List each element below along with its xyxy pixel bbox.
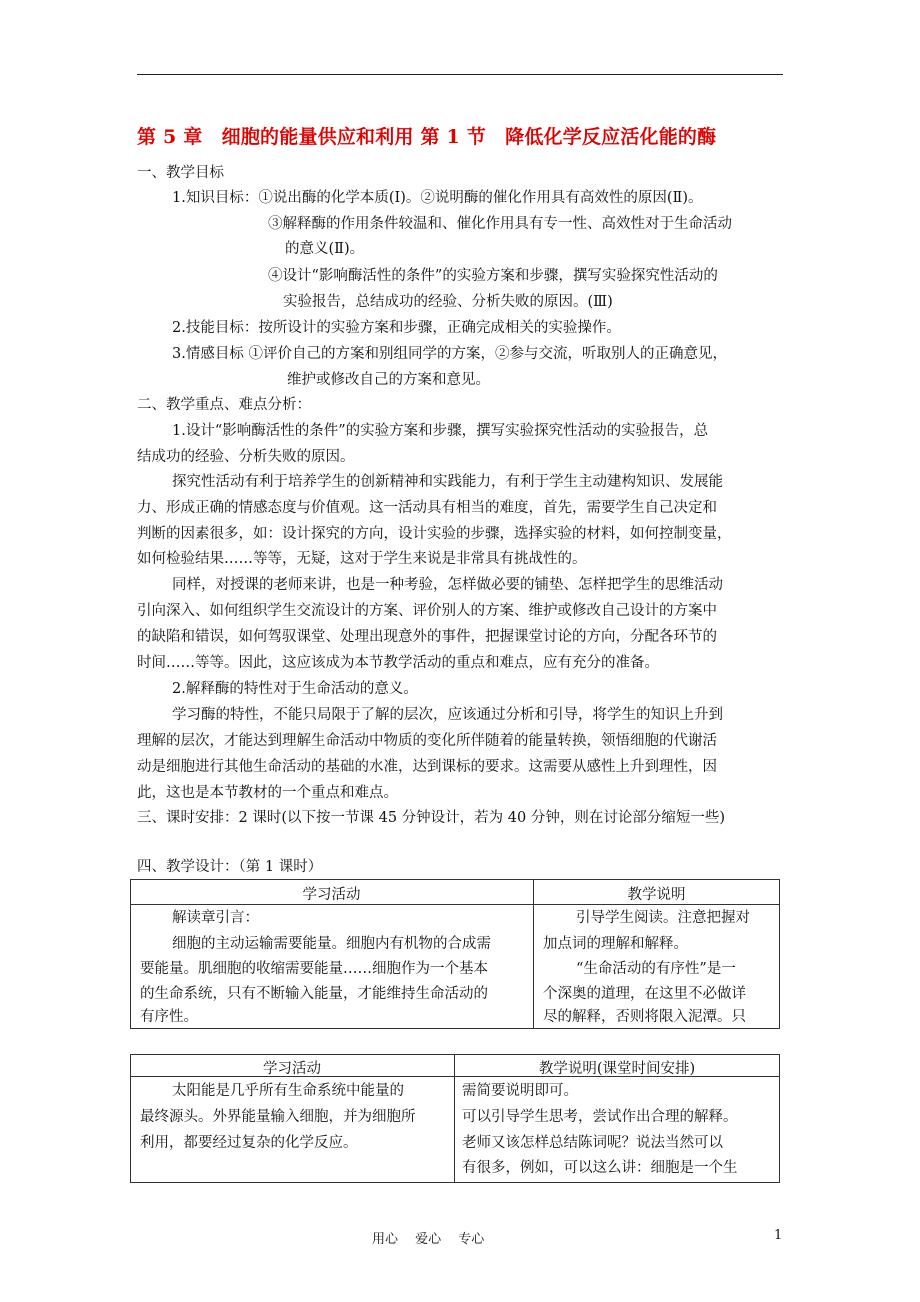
- section1-line: 3.情感目标 ①评价自己的方案和别组同学的方案，②参与交流，听取别人的正确意见，: [172, 346, 727, 362]
- section1-line: 2.技能目标：按所设计的实验方案和步骤，正确完成相关的实验操作。: [172, 320, 621, 336]
- section2-line: 的缺陷和错误，如何驾驭课堂、处理出现意外的事件，把握课堂讨论的方向，分配各环节的: [137, 629, 717, 645]
- section2-line: 同样，对授课的老师来讲，也是一种考验，怎样做必要的铺垫、怎样把学生的思维活动: [172, 577, 723, 593]
- footer-motto: 用心 爱心 专心: [372, 1232, 485, 1247]
- section2-line: 2.解释酶的特性对于生命活动的意义。: [172, 681, 418, 697]
- table1-left-line: 有序性。: [140, 1009, 198, 1025]
- table1-right-line: 尽的解释，否则将限入泥潭。只: [543, 1009, 746, 1025]
- section1-line: 维护或修改自己的方案和意见。: [287, 372, 490, 388]
- table1-left-line: 要能量。肌细胞的收缩需要能量……细胞作为一个基本: [140, 961, 488, 977]
- header-rule: [137, 74, 783, 75]
- table1-col2-header: 教学说明: [627, 887, 686, 903]
- table1-left-line: 的生命系统，只有不断输入能量，才能维持生命活动的: [140, 986, 488, 1002]
- page-title: 第 5 章 细胞的能量供应和利用 第 1 节 降低化学反应活化能的酶: [137, 126, 717, 148]
- table2-right-line: 需简要说明即可。: [462, 1083, 578, 1099]
- section2-line: 此，这也是本节教材的一个重点和难点。: [137, 785, 398, 801]
- table2-right-line: 有很多，例如，可以这么讲：细胞是一个生: [462, 1160, 738, 1176]
- section2-line: 时间……等等。因此，这应该成为本节教学活动的重点和难点，应有充分的准备。: [137, 655, 659, 671]
- table2-left-line: 利用，都要经过复杂的化学反应。: [140, 1135, 358, 1151]
- table1-col1-header: 学习活动: [302, 887, 361, 903]
- section2-line: 力、形成正确的情感态度与价值观。这一活动具有相当的难度，首先，需要学生自己决定和: [137, 500, 717, 516]
- page-number: 1: [774, 1228, 783, 1243]
- section1-line: 1.知识目标：①说出酶的化学本质(Ⅰ)。②说明酶的催化作用具有高效性的原因(Ⅱ)。: [172, 190, 703, 206]
- table1-right-line: 引导学生阅读。注意把握对: [576, 910, 750, 926]
- table1-left-line: 细胞的主动运输需要能量。细胞内有机物的合成需: [172, 936, 491, 952]
- table2-left-line: 太阳能是几乎所有生命系统中能量的: [172, 1083, 404, 1099]
- table1-right-line: 个深奥的道理，在这里不必做详: [543, 986, 746, 1002]
- table1-left-line: 解读章引言：: [172, 910, 259, 926]
- section1-line: ③解释酶的作用条件较温和、催化作用具有专一性、高效性对于生命活动: [268, 216, 732, 232]
- table2-right-line: 老师又该怎样总结陈词呢？说法当然可以: [462, 1135, 723, 1151]
- section4-heading: 四、教学设计：（第 1 课时）: [137, 859, 323, 875]
- section1-heading: 一、教学目标: [137, 165, 224, 181]
- section2-line: 理解的层次，才能达到理解生命活动中物质的变化所伴随着的能量转换，领悟细胞的代谢活: [137, 733, 717, 749]
- table1-right-line: “生命活动的有序性”是一: [576, 961, 736, 977]
- table2-col1-header: 学习活动: [263, 1061, 321, 1077]
- section3-line: 三、课时安排：2 课时(以下按一节课 45 分钟设计，若为 40 分钟，则在讨论部分缩短一些): [137, 810, 725, 826]
- section1-line: ④设计“影响酶活性的条件”的实验方案和步骤，撰写实验探究性活动的: [268, 268, 718, 284]
- section2-line: 动是细胞进行其他生命活动的基础的水准，达到课标的要求。这需要从感性上升到理性，因: [137, 759, 717, 775]
- table-divider: [130, 904, 780, 905]
- table2-col2-header: 教学说明(课堂时间安排): [538, 1061, 696, 1077]
- section2-line: 学习酶的特性，不能只局限于了解的层次，应该通过分析和引导，将学生的知识上升到: [172, 707, 723, 723]
- section2-heading: 二、教学重点、难点分析：: [137, 397, 311, 413]
- section2-line: 判断的因素很多，如：设计探究的方向，设计实验的步骤，选择实验的材料，如何控制变量，: [137, 526, 732, 542]
- table2-left-line: 最终源头。外界能量输入细胞，并为细胞所: [140, 1109, 416, 1125]
- section2-line: 1.设计“影响酶活性的条件”的实验方案和步骤，撰写实验探究性活动的实验报告，总: [172, 423, 709, 439]
- section1-line: 实验报告，总结成功的经验、分析失败的原因。(Ⅲ): [283, 294, 613, 310]
- section2-line: 如何检验结果……等等，无疑，这对于学生来说是非常具有挑战性的。: [137, 551, 587, 567]
- table1-right-line: 加点词的理解和解释。: [543, 936, 688, 952]
- section1-line: 的意义(Ⅱ)。: [285, 241, 365, 257]
- section2-line: 探究性活动有利于培养学生的创新精神和实践能力，有利于学生主动建构知识、发展能: [172, 474, 723, 490]
- section2-line: 结成功的经验、分析失败的原因。: [137, 449, 355, 465]
- table2-right-line: 可以引导学生思考，尝试作出合理的解释。: [462, 1109, 738, 1125]
- section2-line: 引向深入、如何组织学生交流设计的方案、评价别人的方案、维护或修改自己设计的方案中: [137, 603, 717, 619]
